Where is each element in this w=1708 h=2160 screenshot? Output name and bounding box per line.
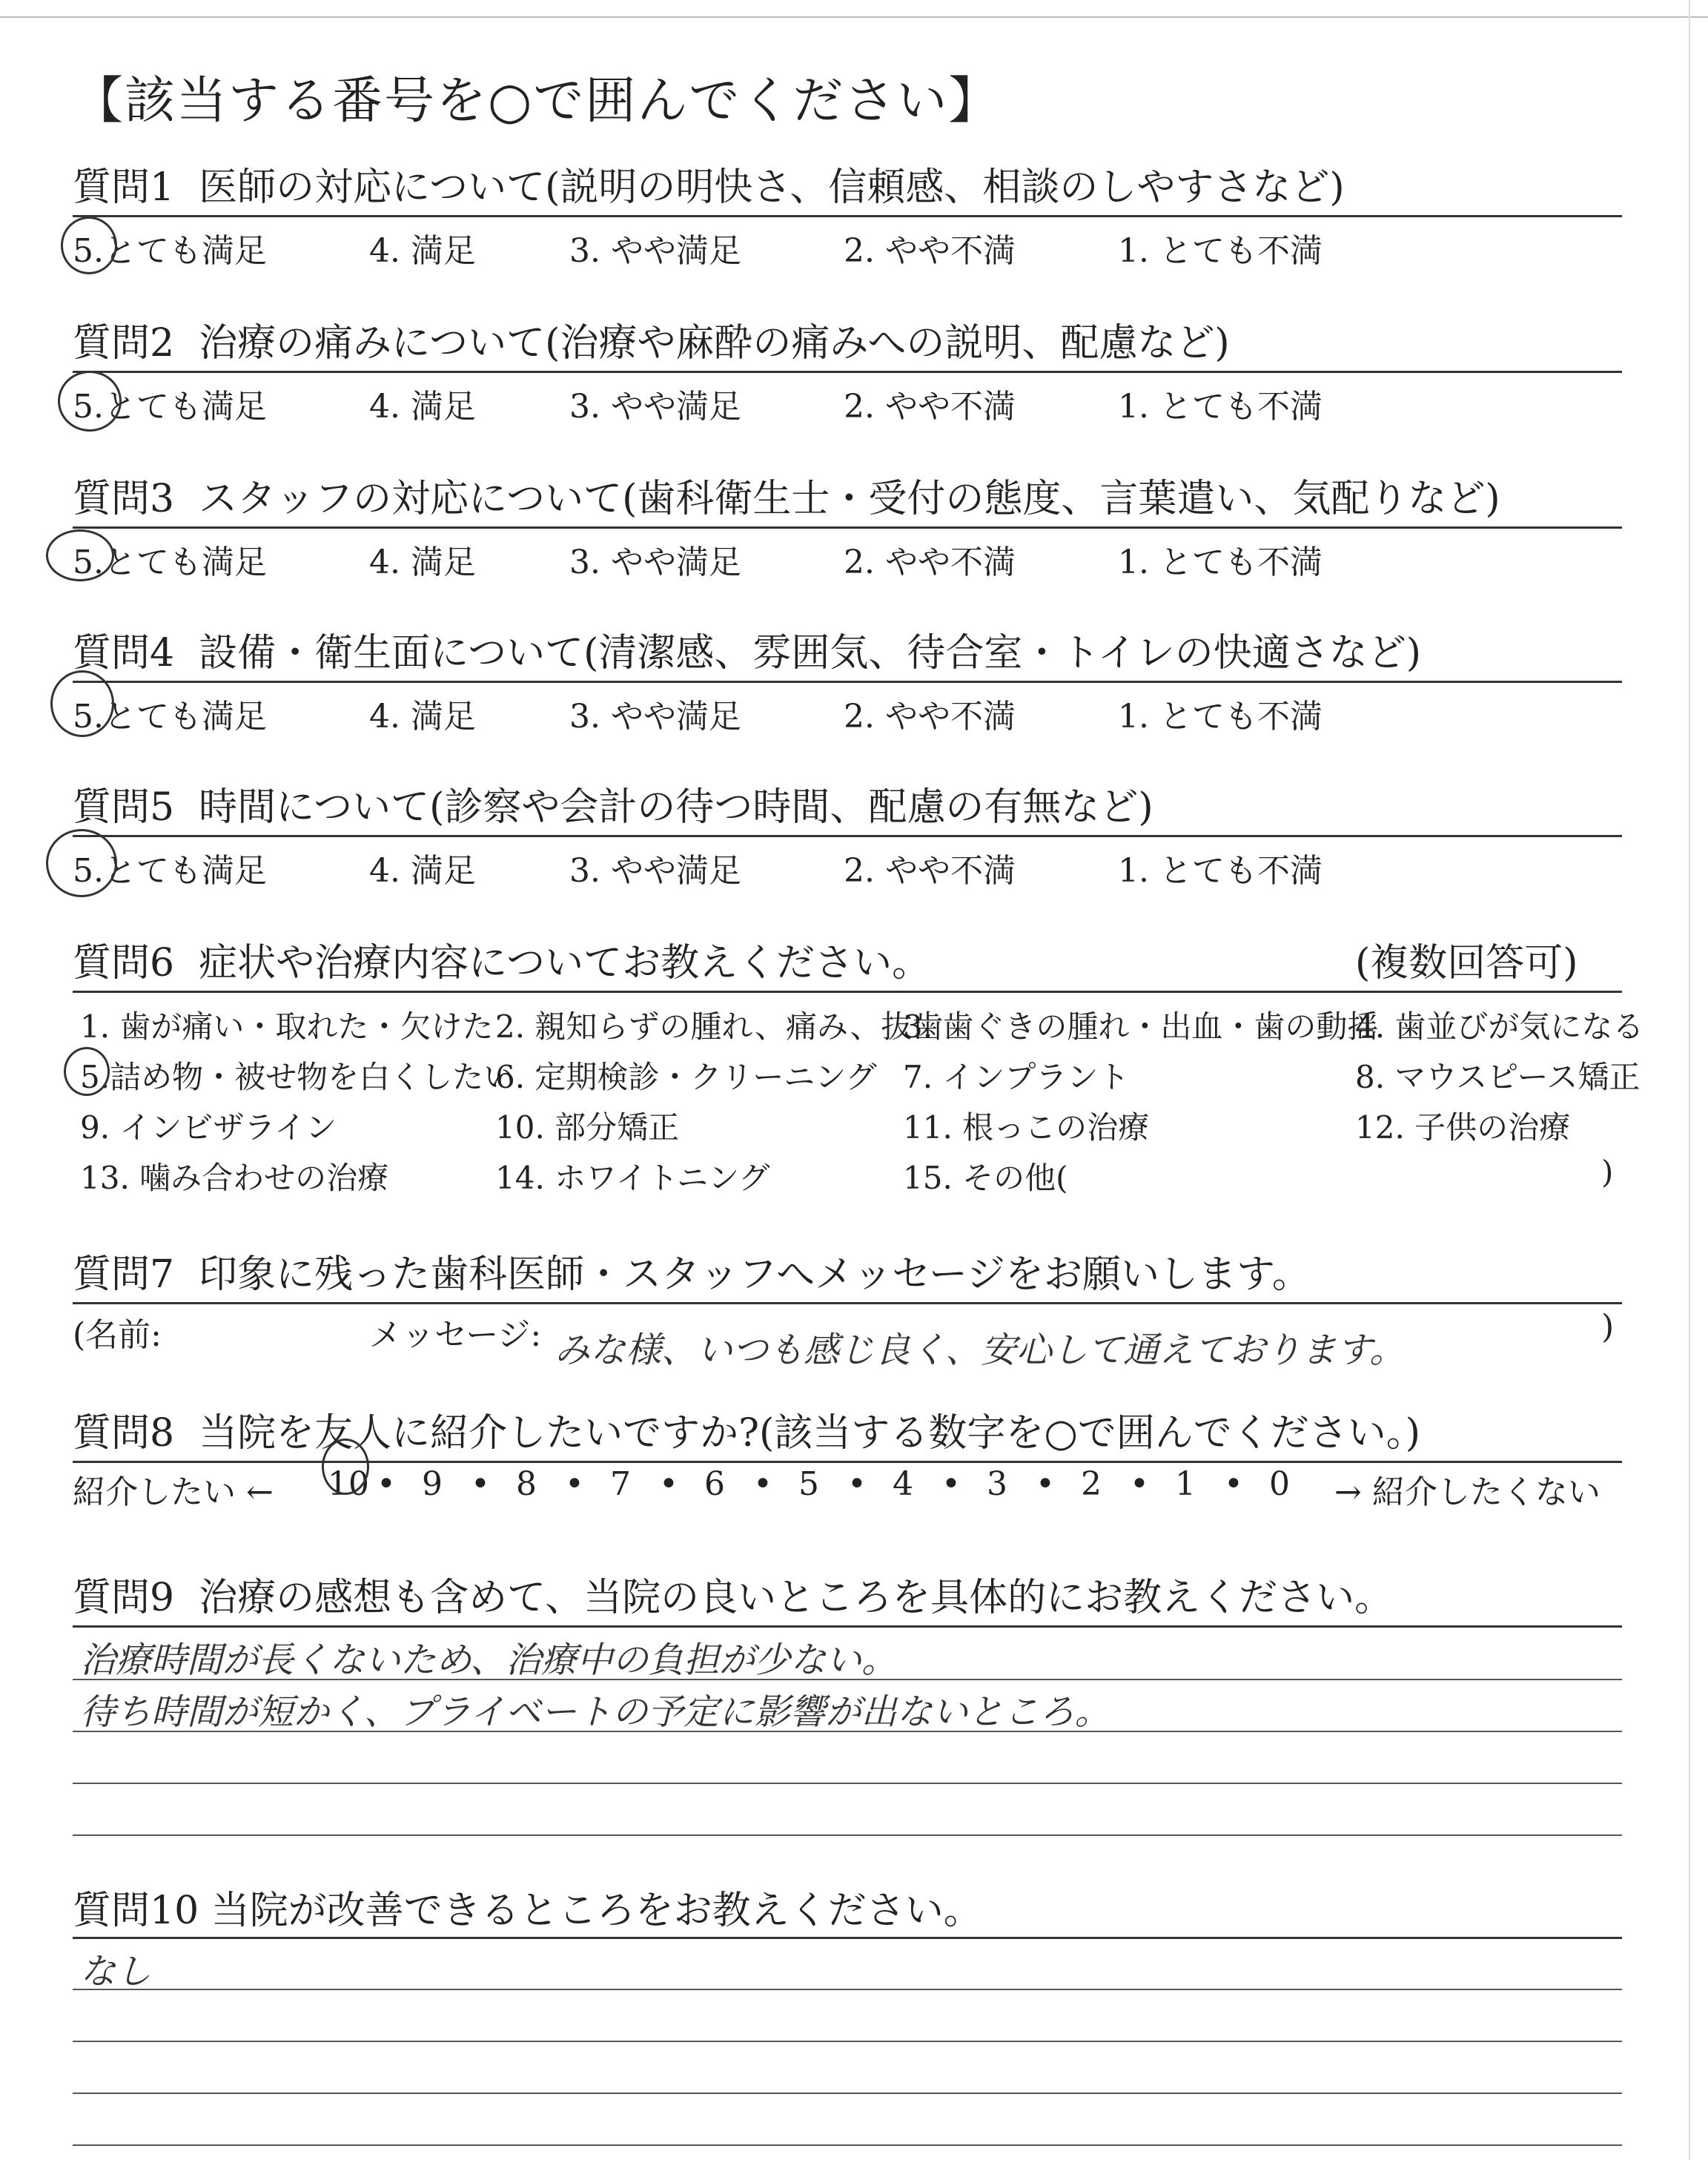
q1-option-2[interactable]: 2. やや不満: [844, 232, 1016, 270]
q4-option-2[interactable]: 2. やや不満: [844, 698, 1016, 736]
q1-option-1[interactable]: 1. とても不満: [1118, 232, 1323, 270]
question-9-heading: [73, 1566, 1393, 1622]
question-4-heading: [73, 621, 1421, 677]
q8-scale-dot: •: [1130, 1465, 1149, 1503]
q6-option-12[interactable]: 12. 子供の治療: [1355, 1109, 1571, 1146]
q10-line-1: [73, 1989, 1622, 1990]
question-5-label: 質問5: [73, 785, 175, 830]
q6-option-4[interactable]: 4. 歯並びが気になる: [1355, 1008, 1644, 1045]
q6-option-3[interactable]: 3. 歯ぐきの腫れ・出血・歯の動揺: [903, 1008, 1379, 1045]
question-9-text: 治療の感想も含めて、当院の良いところを具体的にお教えください。: [199, 1576, 1394, 1620]
q5-option-2[interactable]: 2. やや不満: [844, 852, 1016, 890]
q9-answer-line-1[interactable]: 治療時間が長くないため、治療中の負担が少ない。: [80, 1639, 898, 1681]
question-3-heading: [73, 467, 1500, 523]
q6-option-15-close: ): [1601, 1154, 1614, 1190]
q8-right-label: → 紹介したくない: [1334, 1473, 1601, 1511]
q2-selection-circle: [58, 371, 122, 432]
q9-line-4: [73, 1834, 1622, 1836]
page-title: 【該当する番号を○で囲んでください】: [73, 72, 1001, 131]
question-3-rule: [73, 526, 1622, 529]
q10-line-2: [73, 2041, 1622, 2042]
question-10-heading: [73, 1879, 982, 1935]
q3-selection-circle: [46, 529, 114, 581]
q6-selection-circle: [64, 1047, 110, 1096]
q6-option-7[interactable]: 7. インプラント: [903, 1059, 1130, 1095]
question-10-label: 質問10: [73, 1889, 199, 1933]
q9-answer-line-2[interactable]: 待ち時間が短かく、プライベートの予定に影響が出ないところ。: [80, 1691, 1110, 1733]
scan-top-edge: [0, 16, 1708, 18]
q4-option-4[interactable]: 4. 満足: [369, 698, 476, 736]
q8-scale-value-10[interactable]: 10: [328, 1465, 369, 1503]
q8-scale-dot: •: [753, 1465, 772, 1503]
q8-scale-value-4[interactable]: 4: [893, 1465, 913, 1503]
q6-option-6[interactable]: 6. 定期検診・クリーニング: [495, 1059, 877, 1095]
q8-scale-value-1[interactable]: 1: [1175, 1465, 1196, 1503]
q7-name-label: (名前:: [73, 1316, 162, 1354]
q6-option-1[interactable]: 1. 歯が痛い・取れた・欠けた: [80, 1008, 494, 1045]
q4-option-3[interactable]: 3. やや満足: [569, 698, 741, 736]
q1-option-5[interactable]: 5.とても満足: [73, 232, 267, 270]
q6-option-13[interactable]: 13. 噛み合わせの治療: [80, 1160, 389, 1196]
q8-scale-dot: •: [377, 1465, 396, 1503]
q9-line-1: [73, 1679, 1622, 1680]
q8-scale-value-3[interactable]: 3: [987, 1465, 1007, 1503]
q8-scale-dot: •: [941, 1465, 961, 1503]
q3-option-5[interactable]: 5.とても満足: [73, 544, 267, 581]
q4-option-5[interactable]: 5.とても満足: [73, 698, 267, 736]
q6-option-15[interactable]: 15. その他(: [903, 1160, 1068, 1196]
q8-scale-value-8[interactable]: 8: [516, 1465, 537, 1503]
question-8-rule: [73, 1461, 1622, 1463]
q6-option-2[interactable]: 2. 親知らずの腫れ、痛み、抜歯: [495, 1008, 944, 1045]
question-5-rule: [73, 835, 1622, 837]
question-6-text: 症状や治療内容についてお教えください。: [199, 941, 931, 985]
q2-option-5[interactable]: 5.とても満足: [73, 388, 267, 426]
q7-message-handwritten[interactable]: みな様、いつも感じ良く、安心して通えております。: [555, 1330, 1406, 1371]
q1-selection-circle: [61, 217, 117, 274]
q8-selection-circle: [322, 1439, 369, 1495]
question-4-rule: [73, 681, 1622, 683]
question-7-label: 質問7: [73, 1252, 175, 1297]
question-8-text: 当院を友人に紹介したいですか?(該当する数字を○で囲んでください。): [199, 1411, 1420, 1456]
q8-scale-dot: •: [1036, 1465, 1055, 1503]
q6-option-5[interactable]: 5.詰め物・被せ物を白くしたい: [80, 1059, 515, 1095]
question-2-rule: [73, 371, 1622, 373]
question-6-note: (複数回答可): [1355, 941, 1578, 985]
question-5-text: 時間について(診察や会計の待つ時間、配慮の有無など): [199, 785, 1153, 830]
question-9-label: 質問9: [73, 1576, 175, 1620]
q6-option-9[interactable]: 9. インビザライン: [80, 1109, 337, 1146]
q6-option-10[interactable]: 10. 部分矯正: [495, 1109, 680, 1146]
q7-close-paren: ): [1601, 1308, 1615, 1346]
q8-scale-value-5[interactable]: 5: [798, 1465, 819, 1503]
question-8-heading: [73, 1401, 1420, 1457]
question-6-heading: [73, 931, 930, 987]
question-7-rule: [73, 1302, 1622, 1304]
question-10-text: 当院が改善できるところをお教えください。: [211, 1889, 982, 1933]
q8-scale-value-2[interactable]: 2: [1081, 1465, 1102, 1503]
question-1-text: 医師の対応について(説明の明快さ、信頼感、相談のしやすさなど): [199, 165, 1345, 210]
q1-option-3[interactable]: 3. やや満足: [569, 232, 741, 270]
q8-scale-dot: •: [471, 1465, 490, 1503]
question-2-label: 質問2: [73, 321, 175, 366]
q3-option-4[interactable]: 4. 満足: [369, 544, 476, 581]
q10-line-4: [73, 2144, 1622, 2146]
q5-option-5[interactable]: 5.とても満足: [73, 852, 267, 890]
q8-scale-value-7[interactable]: 7: [610, 1465, 631, 1503]
q2-option-4[interactable]: 4. 満足: [369, 388, 476, 426]
question-4-label: 質問4: [73, 631, 175, 676]
q8-scale-dot: •: [565, 1465, 584, 1503]
question-1-rule: [73, 215, 1622, 217]
question-2-heading: [73, 311, 1230, 367]
question-1-heading: [73, 156, 1345, 211]
q3-option-3[interactable]: 3. やや満足: [569, 544, 741, 581]
q2-option-1[interactable]: 1. とても不満: [1118, 388, 1323, 426]
q7-message-label: メッセージ:: [369, 1316, 542, 1354]
question-5-heading: [73, 776, 1153, 831]
question-3-label: 質問3: [73, 477, 175, 521]
question-9-rule: [73, 1625, 1622, 1628]
q4-selection-circle: [50, 670, 114, 737]
q3-option-2[interactable]: 2. やや不満: [844, 544, 1016, 581]
q4-option-1[interactable]: 1. とても不満: [1118, 698, 1323, 736]
question-6-rule: [73, 991, 1622, 993]
question-1-label: 質問1: [73, 165, 175, 210]
q8-scale-dot: •: [847, 1465, 867, 1503]
q1-option-4[interactable]: 4. 満足: [369, 232, 476, 270]
q8-scale-dot: •: [659, 1465, 678, 1503]
scan-right-edge: [1689, 0, 1690, 2160]
question-3-text: スタッフの対応について(歯科衛生士・受付の態度、言葉遣い、気配りなど): [199, 477, 1500, 521]
question-4-text: 設備・衛生面について(清潔感、雰囲気、待合室・トイレの快適さなど): [199, 631, 1422, 676]
q5-option-3[interactable]: 3. やや満足: [569, 852, 741, 890]
q10-answer-handwritten[interactable]: なし: [80, 1951, 152, 1992]
q5-option-1[interactable]: 1. とても不満: [1118, 852, 1323, 890]
q5-option-4[interactable]: 4. 満足: [369, 852, 476, 890]
q2-option-3[interactable]: 3. やや満足: [569, 388, 741, 426]
question-8-label: 質問8: [73, 1411, 175, 1456]
question-7-text: 印象に残った歯科医師・スタッフへメッセージをお願いします。: [199, 1252, 1311, 1297]
q6-option-8[interactable]: 8. マウスピース矯正: [1355, 1059, 1641, 1095]
q8-scale-value-0[interactable]: 0: [1269, 1465, 1290, 1503]
q6-option-11[interactable]: 11. 根っこの治療: [903, 1109, 1150, 1146]
q5-selection-circle: [46, 829, 117, 897]
question-2-text: 治療の痛みについて(治療や麻酔の痛みへの説明、配慮など): [199, 321, 1230, 366]
q3-option-1[interactable]: 1. とても不満: [1118, 544, 1323, 581]
question-6-label: 質問6: [73, 941, 175, 985]
q8-scale-value-9[interactable]: 9: [422, 1465, 443, 1503]
q8-scale-dot: •: [1224, 1465, 1243, 1503]
q10-line-3: [73, 2093, 1622, 2094]
question-10-rule: [73, 1937, 1622, 1939]
q9-line-3: [73, 1783, 1622, 1784]
q2-option-2[interactable]: 2. やや不満: [844, 388, 1016, 426]
q8-left-label: 紹介したい ←: [73, 1473, 274, 1511]
q6-option-14[interactable]: 14. ホワイトニング: [495, 1160, 770, 1196]
q9-line-2: [73, 1731, 1622, 1732]
q8-scale-value-6[interactable]: 6: [704, 1465, 725, 1503]
question-7-heading: [73, 1243, 1311, 1298]
